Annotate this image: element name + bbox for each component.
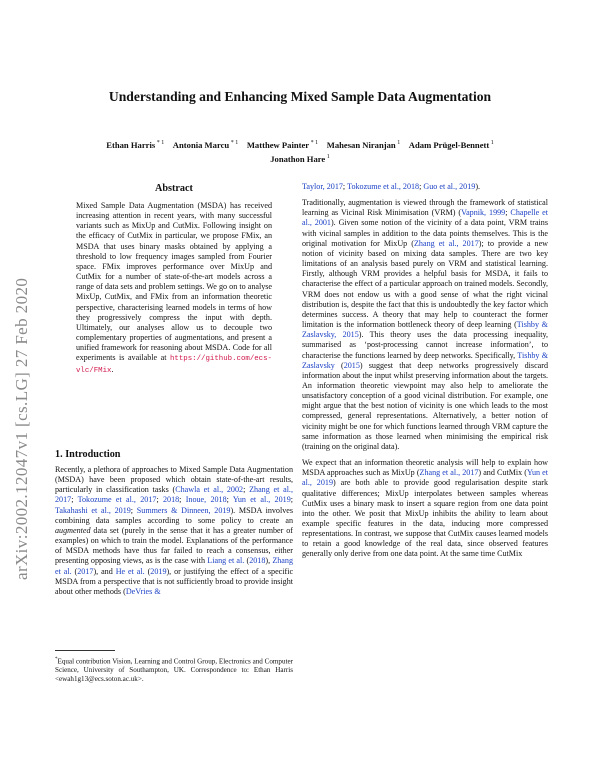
author-name: Jonathon Hare xyxy=(270,153,326,164)
body-text: ; xyxy=(419,182,424,191)
body-text: ) suggest that deep networks progressively discard information about the input whilst preserving information about the targets. An information theoretic viewpoint may also help to ameliorate the unsatisfactory conception of a good vicinal distribution. For example, one might argue that the best notion of vicinity is one which leads to the most compressed, general representations. Alternatively, a better notion of vicinity might be one for which functions learned through VRM capture the same information as those learned when minimising the empirical risk (training on the original data). xyxy=(302,360,548,451)
citation-link[interactable]: Tokozume et al., 2017 xyxy=(77,495,157,505)
author-affiliation-mark: * 1 xyxy=(309,140,319,146)
citation-link[interactable]: Zhang et al., 2017 xyxy=(419,468,479,478)
author-line-1 xyxy=(60,137,540,151)
author-name: Mahesan Niranjan xyxy=(326,139,396,150)
author-list xyxy=(60,137,540,165)
citation-link[interactable]: Zhang et al., 2017 xyxy=(55,485,293,505)
paper-title: Understanding and Enhancing Mixed Sample Data Augmentation xyxy=(108,89,492,104)
author-name: Matthew Painter xyxy=(246,139,310,150)
code-link[interactable]: https://github.com/ecs-vlc/FMix xyxy=(76,355,272,375)
body-text: Recently, a plethora of approaches to Mixed Sample Data Augmentation (MSDA) have been proposed which obtain state-of-the-art results, particularly in classification tasks ( xyxy=(55,465,293,495)
citation-link[interactable]: Taylor, 2017 xyxy=(302,182,343,191)
body-text: ; xyxy=(130,505,137,515)
citation-link[interactable]: 2015 xyxy=(343,360,360,370)
citation-link[interactable]: Yun et al., 2019 xyxy=(232,495,291,505)
abstract-body xyxy=(76,201,272,376)
body-text: ). Given some notion of the vicinity of a data point, VRM trains with vicinal samples in addition to the data points themselves. This is the original motivation for MixUp ( xyxy=(302,218,548,248)
body-text: ( xyxy=(144,566,151,576)
body-text: ; xyxy=(179,495,186,505)
citation-link[interactable]: Zhang et al. xyxy=(55,556,293,576)
citation-link[interactable]: Takahashi et al., 2019 xyxy=(55,505,131,515)
citation-link[interactable]: Zhang et al., 2017 xyxy=(413,238,479,248)
right-paragraph-2 xyxy=(302,458,548,560)
footnote-rule xyxy=(55,650,115,651)
right-paragraph-1 xyxy=(302,198,548,452)
citation-link[interactable]: 2019 xyxy=(150,566,167,576)
citation-link[interactable]: Guo et al., 2019 xyxy=(423,182,476,191)
body-text: ( xyxy=(334,360,344,370)
arxiv-stamp xyxy=(12,190,40,580)
body-text: ), and xyxy=(93,566,116,576)
citation-link[interactable]: 2017 xyxy=(77,566,94,576)
arxiv-stamp-text: arXiv:2002.12047v1 [cs.LG] 27 Feb 2020 xyxy=(12,277,31,580)
footnote-text: Equal contribution Vision, Learning and Control Group, Electronics and Computer Science, University of Southampton, UK. Correspondence to: Ethan Harris <ewah1g13@ecs.soton.ac.uk>. xyxy=(55,657,293,684)
body-text: ). This theory uses the data processing inequality, summarised as ‘post-processing cannot increase information’, to characterise the functions learned by deep networks. Specifically, xyxy=(302,330,548,360)
abstract-end: . xyxy=(111,364,114,374)
body-text: ; xyxy=(243,485,250,495)
abstract-text: Mixed Sample Data Augmentation (MSDA) has received increasing attention in recent years, with many successful variants such as MixUp and CutMix. Following insight on the efficacy of CutMix in particular, we propose FMix, an MSDA that uses binary masks obtained by applying a threshold to low frequency images sampled from Fourier space. FMix improves performance over MixUp and CutMix for a number of state-of-the-art models across a range of data sets and problem settings. We go on to analyse MixUp, CutMix, and FMix from an information theoretic perspective, characterising learned models in terms of how they progressively compress the input with depth. Ultimately, our analyses allow us to decouple two complementary properties of augmentations, and present a unified framework for reasoning about MSDA. Code for all experiments is available at xyxy=(76,201,272,363)
body-text: ; xyxy=(342,182,348,191)
citation-link[interactable]: Inoue, 2018 xyxy=(185,495,227,505)
author-affiliation-mark: * 1 xyxy=(155,140,165,146)
emphasis-text: augmented xyxy=(55,525,91,535)
citation-link[interactable]: 2018 xyxy=(162,495,180,505)
body-text: ; xyxy=(505,208,511,218)
citation-link[interactable]: DeVries & xyxy=(125,586,161,596)
body-text: ); to provide a new notion of vicinity based on mixing data samples. There are two key limitations of an analysis based purely on VRM and statistical learning. Firstly, although VRM provides a helpful basis for MSDA, it fails to characterise the effect of a particular approach on trained models. Secondly, VRM does not endow us with a good sense of what the right vicinal distribution is, despite the fact that this is undoubtedly the key factor which determines success. A theory that may help to counteract the former limitation is the information bottleneck theory of deep learning ( xyxy=(302,238,549,330)
citation-link[interactable]: Tokozume et al., 2018 xyxy=(347,182,420,191)
citation-link[interactable]: He et al. xyxy=(115,566,145,576)
body-text: ), or justifying the effect of a specific MSDA from a perspective that is not sufficiently broad to provide insight about other methods ( xyxy=(55,566,294,596)
body-text: ; xyxy=(226,495,233,505)
body-text: ( xyxy=(244,556,250,566)
section-heading-introduction: 1. Introduction xyxy=(55,449,121,460)
citation-link[interactable]: Summers & Dinneen, 2019 xyxy=(136,505,231,515)
right-paragraph-0 xyxy=(302,182,548,192)
body-text: We expect that an information theoretic analysis will help to explain how MSDA approaches such as MixUp ( xyxy=(302,458,548,478)
right-column xyxy=(302,182,548,560)
citation-link[interactable]: Tishby & Zaslavsky, 2015 xyxy=(302,320,548,340)
author-name: Ethan Harris xyxy=(106,139,156,150)
body-text: Traditionally, augmentation is viewed through the framework of statistical learning as Vicinal Risk Minimisation (VRM) ( xyxy=(302,198,548,218)
body-text: ; xyxy=(156,495,163,505)
author-line-2 xyxy=(60,151,540,165)
citation-link[interactable]: Vapnik, 1999 xyxy=(461,208,506,218)
citation-link[interactable]: Tishby & Zaslavsky xyxy=(302,350,548,370)
body-text: ). MSDA involves combining data samples according to some policy to create an xyxy=(55,505,294,525)
citation-link[interactable]: Chapelle et al., 2001 xyxy=(302,208,548,228)
citation-link[interactable]: Yun et al., 2019 xyxy=(302,468,548,488)
author-name: Adam Prügel-Bennett xyxy=(408,139,490,150)
author-affiliation-mark: 1 xyxy=(395,140,401,146)
body-text: ; xyxy=(290,495,293,505)
body-text: ) and CutMix ( xyxy=(478,468,527,478)
intro-paragraph xyxy=(55,465,293,597)
footnote xyxy=(55,655,293,684)
citation-link[interactable]: Liang et al. xyxy=(207,556,245,566)
author-name: Antonia Marcu xyxy=(172,139,230,150)
author-affiliation-mark: 1 xyxy=(325,153,330,160)
author-affiliation-mark: * 1 xyxy=(229,140,239,146)
author-affiliation-mark: 1 xyxy=(489,140,494,146)
footnote-mark-star: * xyxy=(55,657,58,662)
citation-link[interactable]: Chawla et al., 2002 xyxy=(175,485,244,495)
body-text: ( xyxy=(71,566,78,576)
abstract-heading: Abstract xyxy=(155,183,193,194)
body-text: ; xyxy=(71,495,78,505)
body-text: ) are both able to provide good regularisation despite stark qualitative differences; MixUp interpolates between samples whereas CutMix uses a binary mask to insert a square region from one data point into the other. We posit that MixUp inhibits the ability to learn about example specific features in the data, inducing more compressed representations. In contrast, we suppose that CutMix causes learned models to retain a good knowledge of the real data, since observed features generally only derive from one data point. At the same time CutMix xyxy=(302,478,548,559)
body-text: ). xyxy=(475,182,481,191)
citation-link[interactable]: 2018 xyxy=(249,556,266,566)
body-text: data set (purely in the sense that it has a greater number of examples) on which to train the model. Explanations of the performance of MSDA methods have thus far failed to reach a consensus, either presenting opposing views, as is the case with xyxy=(55,525,293,566)
body-text: ), xyxy=(265,556,273,566)
